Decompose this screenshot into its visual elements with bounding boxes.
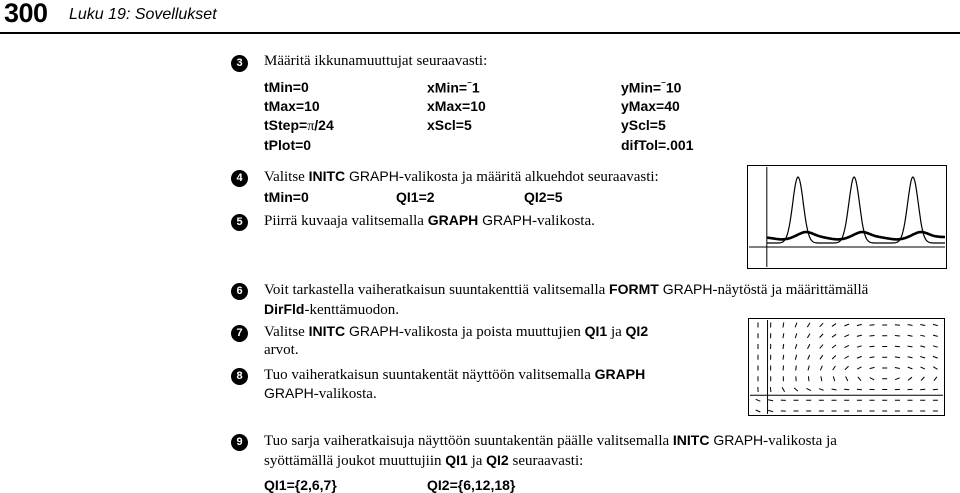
graph-direction-field-border [749, 319, 945, 416]
field-slope-mark [820, 355, 823, 359]
field-slope-mark [807, 334, 810, 338]
field-slope-mark [808, 344, 810, 348]
graph-direction-field-svg [748, 318, 945, 416]
field-slope-mark [783, 355, 784, 360]
field-slope-mark [808, 355, 810, 360]
field-slope-mark [857, 335, 862, 336]
field-slope-mark [782, 387, 785, 391]
field-slope-mark [795, 344, 797, 349]
field-slope-mark [857, 324, 862, 325]
step-7-text-line2: arvot. [264, 342, 299, 359]
field-slope-mark [921, 377, 924, 381]
step-8-text-line2: GRAPH-valikosta. [264, 385, 377, 403]
field-slope-mark [820, 334, 824, 338]
chapter-title: Luku 19: Sovellukset [69, 6, 217, 24]
step-5-text: Piirrä kuvaaja valitsemalla GRAPH GRAPH-valikosta. [264, 212, 595, 230]
page-number: 300 [4, 0, 48, 29]
field-slope-mark [783, 344, 784, 349]
field-slope-mark [857, 356, 862, 358]
field-slope-mark [895, 336, 900, 337]
var-xmin: xMin=⁻1 [427, 79, 480, 96]
field-slope-mark [845, 366, 849, 369]
field-slope-mark [832, 356, 836, 360]
field-slope-mark [832, 334, 836, 337]
field-slope-mark [783, 333, 784, 338]
field-slope-mark [908, 357, 913, 358]
step-4-text: Valitse INITC GRAPH-valikosta ja määritä alkuehdot seuraavasti: [264, 168, 659, 186]
field-slope-mark [808, 366, 809, 371]
field-slope-mark [768, 410, 773, 411]
var-tstep: tStep=π/24 [264, 117, 334, 135]
init-qi1: QI1=2 [396, 189, 435, 205]
field-slope-mark [795, 333, 797, 338]
field-slope-mark [920, 357, 925, 359]
step-9-text-line2: syöttämällä joukot muuttujiin QI1 ja QI2 seuraavasti: [264, 452, 583, 470]
field-slope-mark [858, 377, 861, 381]
step-3-text: Määritä ikkunamuuttujat seuraavasti: [264, 53, 487, 70]
graph-direction-field [748, 318, 945, 416]
field-slope-mark [832, 389, 837, 390]
field-slope-mark [794, 388, 798, 391]
var-yscl: yScl=5 [621, 117, 666, 133]
step-9-marker: 9 [231, 434, 248, 451]
field-slope-mark [770, 387, 771, 392]
init-tmin: tMin=0 [264, 189, 309, 205]
step-4-marker: 4 [231, 170, 248, 187]
var-xmax: xMax=10 [427, 98, 486, 114]
field-slope-mark [921, 367, 925, 369]
field-slope-mark [908, 325, 913, 326]
var-ymin: yMin=⁻10 [621, 79, 681, 96]
field-slope-mark [920, 335, 925, 336]
field-slope-mark [857, 346, 862, 347]
field-slope-mark [845, 356, 849, 359]
field-slope-mark [846, 377, 848, 382]
field-slope-mark [908, 367, 913, 369]
field-slope-mark [819, 389, 824, 391]
field-slope-mark [933, 335, 938, 336]
field-slope-mark [756, 410, 761, 412]
field-slope-mark [796, 366, 797, 371]
field-slope-mark [844, 345, 849, 347]
field-slope-mark [934, 377, 937, 381]
field-slope-mark [806, 388, 811, 390]
field-slope-mark [933, 356, 938, 358]
step-7-marker: 7 [231, 325, 248, 342]
field-slope-mark [832, 345, 836, 348]
field-slope-mark [844, 389, 849, 390]
field-slope-mark [895, 378, 900, 380]
step-6-text-line1: Voit tarkastella vaiheratkaisun suuntakenttiä valitsemalla FORMT GRAPH-näytöstä ja määrittämällä [264, 281, 868, 299]
step-8-text-line1: Tuo vaiheratkaisun suuntakentät näyttöön valitsemalla GRAPH [264, 366, 645, 384]
field-slope-mark [870, 357, 875, 358]
var-ymax: yMax=40 [621, 98, 680, 114]
step-6-text-line2: DirFld-kenttämuodon. [264, 301, 399, 319]
field-slope-mark [821, 376, 822, 381]
step-7-text-line1: Valitse INITC GRAPH-valikosta ja poista muuttujien QI1 ja QI2 [264, 323, 648, 341]
field-slope-mark [920, 346, 925, 347]
field-slope-mark [933, 367, 937, 370]
step-8-marker: 8 [231, 368, 248, 385]
field-slope-mark [870, 378, 874, 380]
field-slope-mark [795, 355, 796, 360]
field-slope-mark [844, 335, 849, 337]
field-slope-mark [870, 346, 875, 347]
field-slope-mark [795, 323, 797, 328]
field-slope-mark [920, 325, 925, 326]
var-xscl: xScl=5 [427, 117, 472, 133]
field-slope-mark [768, 400, 773, 401]
field-slope-mark [908, 346, 913, 347]
field-slope-mark [820, 345, 823, 349]
field-slope-mark [756, 399, 761, 401]
field-slope-mark [820, 366, 822, 371]
field-slope-mark [870, 336, 875, 337]
field-slope-mark [895, 368, 900, 369]
field-slope-mark [908, 335, 913, 336]
final-qi2: QI2={6,12,18} [427, 477, 515, 493]
step-5-marker: 5 [231, 214, 248, 231]
field-slope-mark [908, 377, 912, 380]
field-slope-mark [857, 367, 861, 369]
var-tplot: tPlot=0 [264, 137, 311, 153]
field-slope-mark [783, 323, 784, 328]
final-qi1: QI1={2,6,7} [264, 477, 337, 493]
field-slope-mark [870, 325, 875, 326]
field-slope-mark [933, 324, 938, 325]
graph-time-plot-svg [747, 165, 947, 269]
graph-time-plot [747, 165, 947, 269]
field-slope-mark [808, 376, 809, 381]
var-tmin: tMin=0 [264, 79, 309, 95]
var-tmax: tMax=10 [264, 98, 320, 114]
field-slope-mark [844, 324, 849, 326]
init-qi2: QI2=5 [524, 189, 563, 205]
field-slope-mark [807, 323, 810, 327]
field-slope-mark [933, 346, 938, 347]
field-slope-mark [895, 357, 900, 358]
step-3-marker: 3 [231, 55, 248, 72]
field-slope-mark [895, 346, 900, 347]
field-slope-mark [820, 323, 824, 327]
step-6-marker: 6 [231, 283, 248, 300]
step-9-text-line1: Tuo sarja vaiheratkaisuja näyttöön suuntakentän päälle valitsemalla INITC GRAPH-valikosta ja [264, 432, 837, 450]
field-slope-mark [833, 376, 834, 381]
field-slope-mark [832, 324, 836, 327]
field-slope-mark [870, 367, 875, 368]
field-slope-mark [833, 366, 836, 370]
curve-qi2 [767, 232, 945, 239]
header-rule [0, 32, 960, 34]
var-diftol: difTol=.001 [621, 137, 693, 153]
